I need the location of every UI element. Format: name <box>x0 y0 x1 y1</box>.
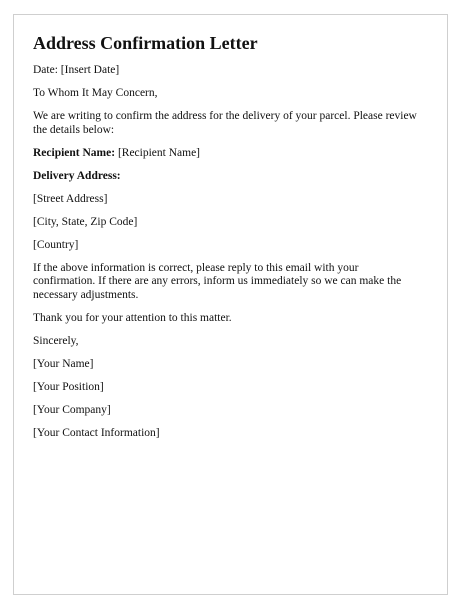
signature-position: [Your Position] <box>33 380 104 393</box>
instruction-paragraph: If the above information is correct, please reply to this email with your confirmation. If there are any errors, inform us immediately so we can make the necessary adjustments. <box>33 261 402 301</box>
thanks-line: Thank you for your attention to this matter. <box>33 311 232 324</box>
signature-name: [Your Name] <box>33 357 94 370</box>
intro-paragraph: We are writing to confirm the address for the delivery of your parcel. Please review the details below: <box>33 110 417 136</box>
recipient-label: Recipient Name: <box>33 146 116 159</box>
signature-company: [Your Company] <box>33 403 111 416</box>
closing-line: Sincerely, <box>33 334 79 347</box>
letter-content <box>33 32 418 450</box>
salutation: To Whom It May Concern, <box>33 87 158 99</box>
delivery-address-label: Delivery Address: <box>33 169 121 182</box>
recipient-line <box>33 147 418 161</box>
signature-contact: [Your Contact Information] <box>33 426 160 439</box>
date-line: Date: [Insert Date] <box>33 64 120 76</box>
recipient-value: [Recipient Name] <box>115 146 201 159</box>
address-line-city: [City, State, Zip Code] <box>33 215 138 228</box>
address-line-street: [Street Address] <box>33 192 108 205</box>
letter-title: Address Confirmation Letter <box>33 33 258 53</box>
address-line-country: [Country] <box>33 238 79 251</box>
